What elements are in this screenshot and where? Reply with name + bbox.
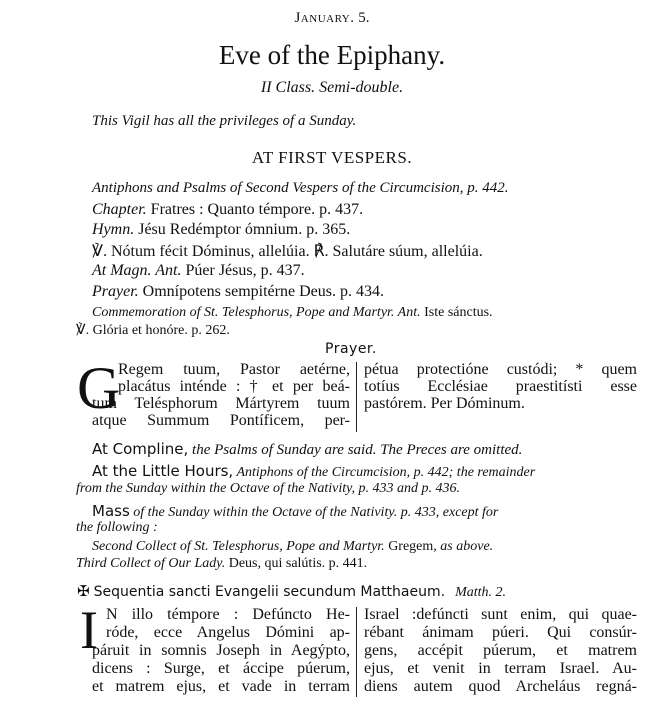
prayer-column-divider [356, 362, 357, 432]
prayer-right-line: pastórem. Per Dóminum. [364, 395, 525, 412]
gospel-left-column-lower [92, 642, 350, 696]
gospel-heading-line [77, 582, 506, 601]
gospel-left-column [106, 606, 350, 642]
gospel-left-line: róde, ecce Angelus Dómini ap- [106, 624, 350, 641]
gospel-right-column [364, 606, 637, 696]
compline-italic: the Psalms of Sunday are said. The Preces are omitted. [188, 442, 523, 458]
chapter-label: Chapter. [92, 201, 147, 218]
mass-line [92, 502, 498, 521]
vespers-versicle: ℣. Nótum fécit Dóminus, allelúia. ℟. Salutáre súum, allelúia. [92, 243, 483, 260]
gospel-left-line: N illo témpore : Defúncto He- [106, 606, 350, 623]
prayer-drop-initial: G [77, 355, 121, 421]
prayer-left-line: Regem tuum, Pastor aetérne, [118, 361, 350, 378]
prayer-left-line: placátus inténde : † et per beá- [118, 378, 350, 395]
little-hours-line-2: from the Sunday within the Octave of the Nativity, p. 433 and p. 436. [76, 481, 461, 496]
vespers-antiphons: Antiphons and Psalms of Second Vespers of the Circumcision, p. 442. [92, 180, 509, 196]
prayer-left-column-lower [92, 395, 350, 429]
gospel-heading: Sequentia sancti Evangelii secundum Matthaeum. [93, 584, 446, 600]
commemoration-roman: Iste sánctus. [420, 305, 493, 320]
vigil-note: This Vigil has all the privileges of a Sunday. [92, 113, 357, 129]
little-hours-line [92, 462, 535, 481]
vespers-hymn [92, 221, 350, 239]
page-header [0, 10, 664, 27]
prayer-right-line: pétua protectióne custódi; * quem [364, 361, 637, 378]
prayer-left-line: tum Telésphorum Mártyrem tuum [92, 395, 350, 412]
compline-bold: At Compline, [92, 440, 189, 458]
gospel-right-line: Israel :defúncti sunt enim, qui quae- [364, 606, 637, 623]
mass-italic-1: of the Sunday within the Octave of the Nativity. p. 433, except for [129, 505, 499, 520]
vespers-chapter [92, 201, 363, 219]
header-day: 5. [358, 10, 370, 26]
hymn-label: Hymn. [92, 221, 135, 238]
second-collect-line [92, 539, 493, 555]
commemoration-versicle: ℣. Glória et honóre. p. 262. [76, 323, 230, 338]
mass-line-2: the following : [76, 520, 158, 535]
little-hours-bold: At the Little Hours, [92, 462, 234, 480]
commemoration-line [92, 305, 493, 321]
prayer-text: Omnípotens sempitérne Deus. p. 434. [138, 283, 384, 300]
third-collect-roman: Deus, qui salútis. p. 441. [225, 556, 368, 571]
chapter-text: Fratres : Quanto témpore. p. 437. [146, 201, 364, 218]
header-month: January. [294, 10, 355, 26]
little-hours-italic-1: Antiphons of the Circumcision, p. 442; the remainder [233, 465, 536, 480]
class-line: II Class. Semi-double. [260, 79, 404, 96]
magn-label: At Magn. Ant. [92, 262, 182, 279]
gospel-right-line: gens, accépit púerum, et matrem [364, 642, 637, 659]
prayer-left-line: atque Summum Pontíficem, per- [92, 412, 350, 429]
page-title: Eve of the Epiphany. [218, 40, 446, 70]
third-collect-line [76, 556, 367, 572]
cross-icon: ✠ [77, 582, 90, 600]
second-collect-roman: Gregem, [384, 539, 437, 554]
vespers-magnificat [92, 262, 305, 280]
gospel-right-line: ejus, et venit in terram Israel. Au- [364, 660, 637, 677]
vespers-prayer [92, 283, 384, 301]
second-collect-italic: Second Collect of St. Telesphorus, Pope and Martyr. [92, 539, 385, 554]
gospel-left-line: et matrem ejus, et vade in terram [92, 678, 350, 695]
gospel-column-divider [356, 607, 357, 697]
vespers-heading: AT FIRST VESPERS. [251, 148, 413, 167]
prayer-right-line: totíus Ecclésiae praestitísti esse [364, 378, 637, 395]
commemoration-italic: Commemoration of St. Telesphorus, Pope and Martyr. Ant. [92, 305, 421, 320]
gospel-right-line: rébant ánimam púeri. Qui consúr- [364, 624, 637, 641]
mass-bold: Mass [92, 502, 130, 520]
prayer-right-column [364, 361, 637, 412]
gospel-reference: Matth. 2. [455, 585, 507, 600]
magn-text: Púer Jésus, p. 437. [181, 262, 305, 279]
gospel-right-line: diens autem quod Archeláus regná- [364, 678, 637, 695]
gospel-left-line: páruit in somnis Joseph in Aegýpto, [92, 642, 350, 659]
prayer-heading: Prayer. [325, 341, 377, 357]
prayer-left-column [118, 361, 350, 395]
compline-line [92, 440, 522, 459]
gospel-left-line: dicens : Surge, et áccipe púerum, [92, 660, 350, 677]
second-collect-tail: as above. [436, 539, 494, 554]
prayer-label: Prayer. [92, 283, 139, 300]
third-collect-italic: Third Collect of Our Lady. [76, 556, 226, 571]
hymn-text: Jésu Redémptor ómnium. p. 365. [134, 221, 351, 238]
gospel-drop-initial: I [80, 600, 98, 660]
